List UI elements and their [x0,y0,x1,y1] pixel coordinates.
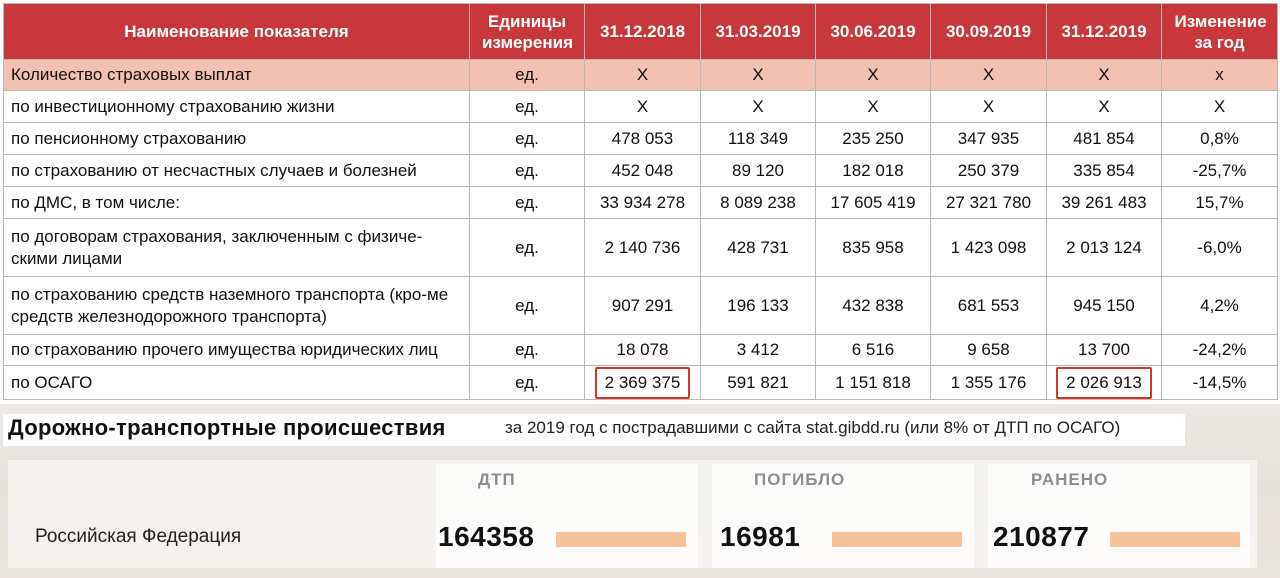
row-value: X [816,91,931,123]
row-value: 428 731 [701,219,816,277]
row-value-highlighted [585,366,701,400]
header-date: 30.06.2019 [816,4,931,60]
row-value: 182 018 [816,155,931,187]
table-row [4,155,1278,187]
row-unit: ед. [470,366,585,400]
highlight-box: 2 026 913 [1056,367,1152,399]
row-value: 1 151 818 [816,366,931,400]
bar-killed [832,532,962,547]
row-unit: ед. [470,277,585,335]
value-injured: 210877 [993,521,1090,552]
bar-injured [1110,532,1240,547]
header-date: 31.03.2019 [701,4,816,60]
row-change: -14,5% [1162,366,1278,400]
insurance-payments-table [3,3,1278,400]
row-value: X [816,60,931,91]
panel-title: Дорожно-транспортные происшествия [8,415,446,440]
row-value: 89 120 [701,155,816,187]
row-value: 907 291 [585,277,701,335]
row-label: Количество страховых выплат [4,60,470,91]
row-value: 118 349 [701,123,816,155]
row-value: 945 150 [1047,277,1162,335]
row-label: по пенсионному страхованию [4,123,470,155]
value-dtp: 164358 [438,521,535,552]
row-value: 8 089 238 [701,187,816,219]
header-date: 31.12.2018 [585,4,701,60]
row-change: 4,2% [1162,277,1278,335]
row-change: -24,2% [1162,335,1278,366]
column-header-injured: РАНЕНО [1031,470,1109,489]
row-value: 33 934 278 [585,187,701,219]
row-value: 1 423 098 [931,219,1047,277]
row-unit: ед. [470,219,585,277]
row-change: -6,0% [1162,219,1278,277]
row-unit: ед. [470,335,585,366]
table-row [4,277,1278,335]
region-label: Российская Федерация [35,526,242,547]
row-change: 15,7% [1162,187,1278,219]
table-row [4,123,1278,155]
row-value: X [701,91,816,123]
table-row [4,60,1278,91]
value-killed: 16981 [720,521,801,552]
header-change: Изменение за год [1162,4,1278,60]
row-value: 432 838 [816,277,931,335]
row-unit: ед. [470,155,585,187]
row-change: X [1162,91,1278,123]
panel-subtitle: за 2019 год с пострадавшими с сайта stat.gibdd.ru (или 8% от ДТП по ОСАГО) [505,418,1121,437]
row-label: по ДМС, в том числе: [4,187,470,219]
row-value: 481 854 [1047,123,1162,155]
row-value: 13 700 [1047,335,1162,366]
row-label: по договорам страхования, заключенным с физиче- скими лицами [4,219,470,277]
row-value: 478 053 [585,123,701,155]
header-units: Единицы измерения [470,4,585,60]
row-value: 2 013 124 [1047,219,1162,277]
bar-dtp [556,532,686,547]
row-value: 235 250 [816,123,931,155]
row-change: 0,8% [1162,123,1278,155]
row-value: 1 355 176 [931,366,1047,400]
row-value: 452 048 [585,155,701,187]
header-indicator: Наименование показателя [4,4,470,60]
row-value: X [1047,91,1162,123]
row-value: 39 261 483 [1047,187,1162,219]
row-value: 250 379 [931,155,1047,187]
row-label: по страхованию средств наземного транспорта (кро-ме средств железнодорожного транспорта) [4,277,470,335]
row-value: X [585,91,701,123]
row-value: 591 821 [701,366,816,400]
row-value: 18 078 [585,335,701,366]
row-value: 196 133 [701,277,816,335]
row-change: x [1162,60,1278,91]
row-value: 27 321 780 [931,187,1047,219]
row-label: по инвестиционному страхованию жизни [4,91,470,123]
row-value: 6 516 [816,335,931,366]
table-header-row [4,4,1278,60]
row-unit: ед. [470,60,585,91]
row-value: 9 658 [931,335,1047,366]
row-value: X [931,60,1047,91]
row-change: -25,7% [1162,155,1278,187]
column-header-killed: ПОГИБЛО [754,470,846,489]
column-header-dtp: ДТП [478,470,516,489]
row-value-highlighted [1047,366,1162,400]
row-value: X [931,91,1047,123]
table-row [4,366,1278,400]
row-unit: ед. [470,123,585,155]
row-value: 2 140 736 [585,219,701,277]
row-unit: ед. [470,91,585,123]
row-value: X [701,60,816,91]
row-value: 335 854 [1047,155,1162,187]
table-row [4,187,1278,219]
row-value: 17 605 419 [816,187,931,219]
row-value: 835 958 [816,219,931,277]
row-value: X [585,60,701,91]
header-date: 31.12.2019 [1047,4,1162,60]
header-date: 30.09.2019 [931,4,1047,60]
row-unit: ед. [470,187,585,219]
row-label: по страхованию от несчастных случаев и болезней [4,155,470,187]
row-value: X [1047,60,1162,91]
row-value: 3 412 [701,335,816,366]
highlight-box: 2 369 375 [595,367,691,399]
table-row [4,335,1278,366]
row-value: 347 935 [931,123,1047,155]
row-label: по страхованию прочего имущества юридических лиц [4,335,470,366]
table-row [4,219,1278,277]
row-value: 681 553 [931,277,1047,335]
row-label: по ОСАГО [4,366,470,400]
table-row [4,91,1278,123]
